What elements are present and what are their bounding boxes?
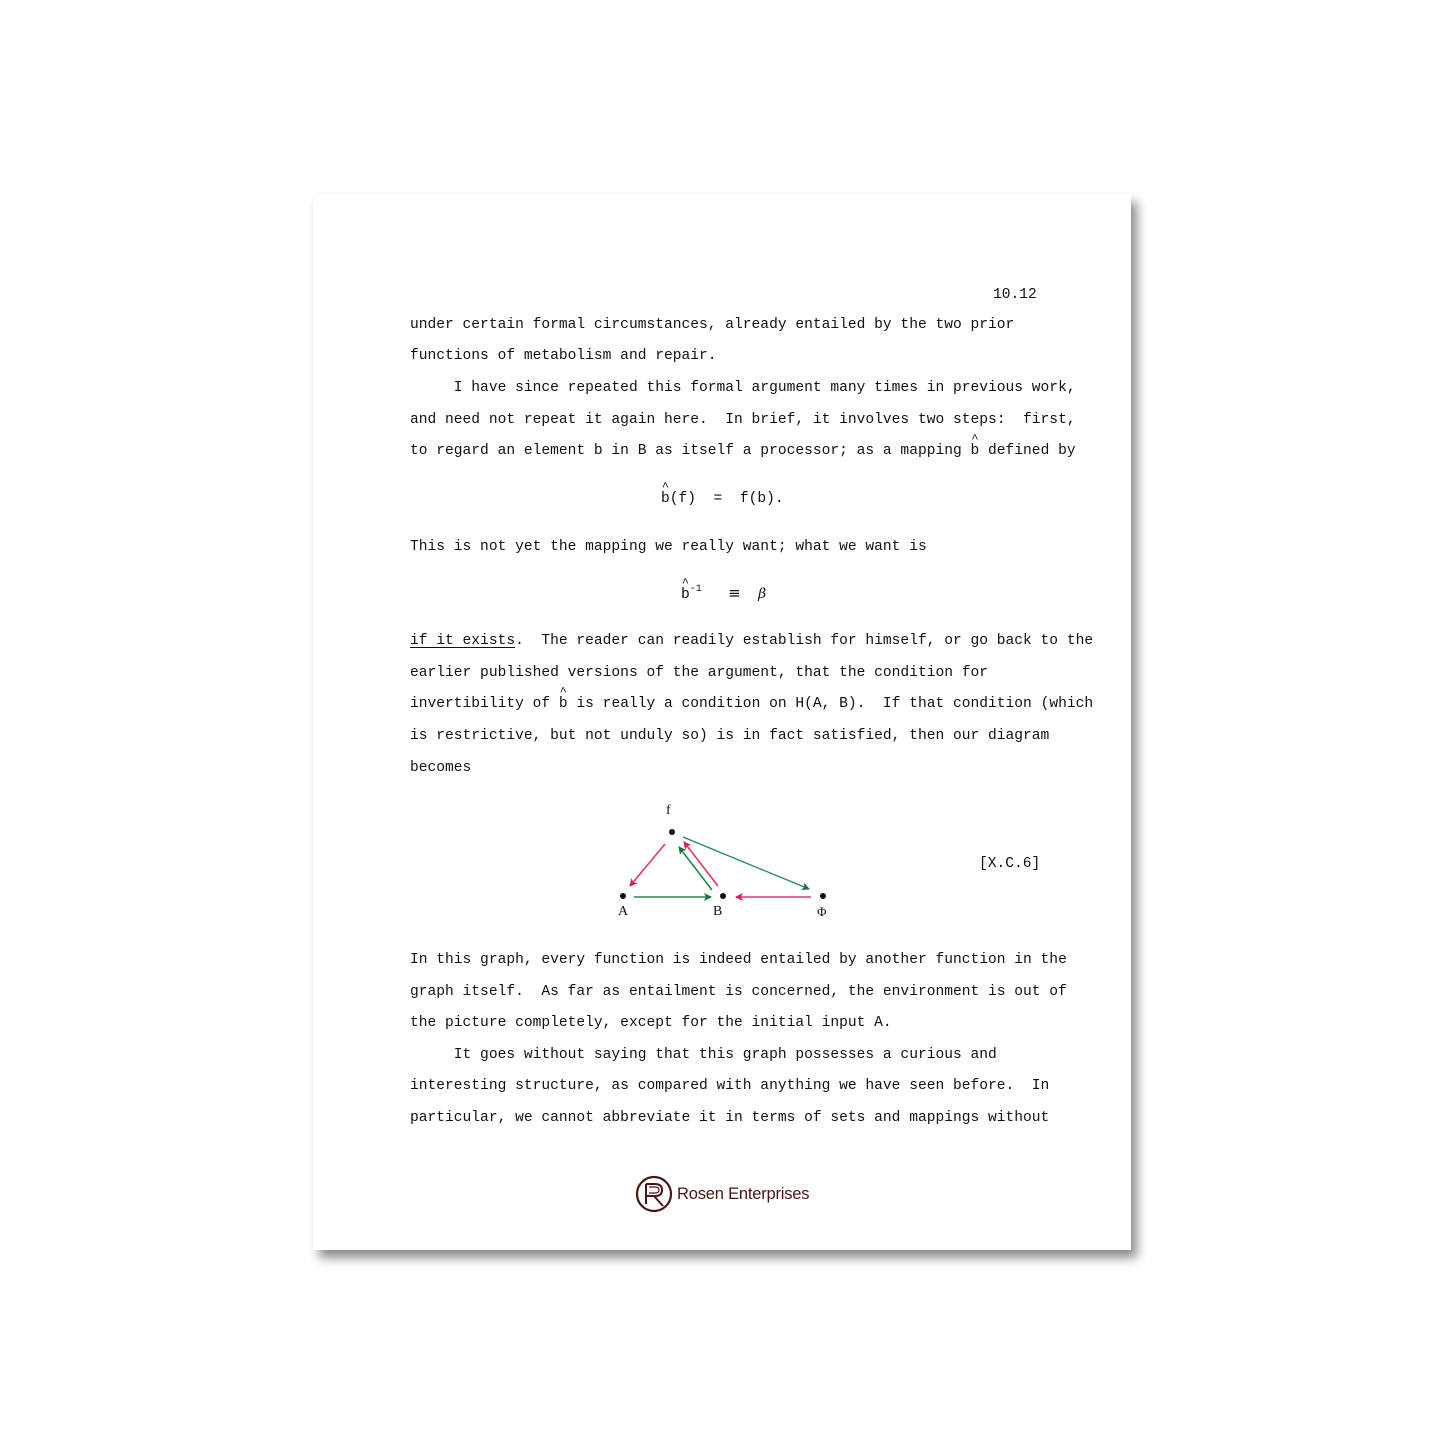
text-line: is restrictive, but not unduly so) is in fact satisfied, then our diagram [410, 728, 1050, 744]
arrow-f-to-a [630, 844, 665, 886]
text-line: In this graph, every function is indeed entailed by another function in the [410, 952, 1067, 968]
rosen-enterprises-logo [635, 1174, 809, 1214]
arrow-b-to-f-green [679, 847, 712, 890]
text-line: the picture completely, except for the initial input A. [410, 1015, 892, 1031]
underlined-phrase: if it exists [410, 633, 516, 649]
node-phi-label: Φ [817, 904, 827, 919]
text-line: particular, we cannot abbreviate it in terms of sets and mappings without [410, 1110, 1050, 1126]
node-a-dot [620, 893, 626, 899]
text-line: graph itself. As far as entailment is concerned, the environment is out of [410, 984, 1067, 1000]
node-b-dot [720, 893, 726, 899]
diagram-graph [603, 802, 843, 932]
mr-system-diagram [603, 802, 843, 932]
text-line: functions of metabolism and repair. [410, 348, 717, 364]
arrow-b-to-f [684, 842, 718, 886]
node-f-label: f [666, 803, 671, 818]
node-f-dot [669, 829, 675, 835]
text-line-if-exists: if it exists. The reader can readily establish for himself, or go back to the [410, 633, 1094, 649]
hatted-b: ^ b [970, 432, 980, 459]
arrow-f-to-phi [683, 837, 809, 889]
text-line: It goes without saying that this graph possesses a curious and [410, 1047, 997, 1063]
diagram-reference: [X.C.6] [979, 856, 1041, 872]
text-line: becomes [410, 760, 472, 776]
text-line: under certain formal circumstances, already entailed by the two prior [410, 317, 1015, 333]
rosen-monogram-icon [635, 1175, 673, 1213]
text-line: and need not repeat it again here. In brief, it involves two steps: first, [410, 412, 1076, 428]
page-number: 10.12 [993, 287, 1037, 303]
text-line: I have since repeated this formal argument many times in previous work, [410, 380, 1076, 396]
node-a-label: A [618, 904, 629, 919]
equation-b-hat-f: ^ b(f) = f(b). [661, 480, 784, 507]
text-line: This is not yet the mapping we really want; what we want is [410, 539, 927, 555]
node-b-label: B [713, 904, 723, 919]
document-page [313, 194, 1131, 1250]
hatted-b: ^ b [558, 685, 568, 712]
equation-b-inverse: ^ $b^{-1}$ ≡ β [681, 576, 767, 603]
text-line: earlier published versions of the argument, that the condition for [410, 665, 989, 681]
text-line: interesting structure, as compared with anything we have seen before. In [410, 1078, 1050, 1094]
text-line-mapping: to regard an element b in B as itself a processor; as a mapping ^ b defined by [410, 432, 1076, 459]
node-phi-dot [820, 893, 826, 899]
text-line-invertibility: invertibility of ^ b is really a condition on H(A, B). If that condition (which [410, 685, 1094, 712]
logo-text: Rosen Enterprises [677, 1184, 810, 1203]
